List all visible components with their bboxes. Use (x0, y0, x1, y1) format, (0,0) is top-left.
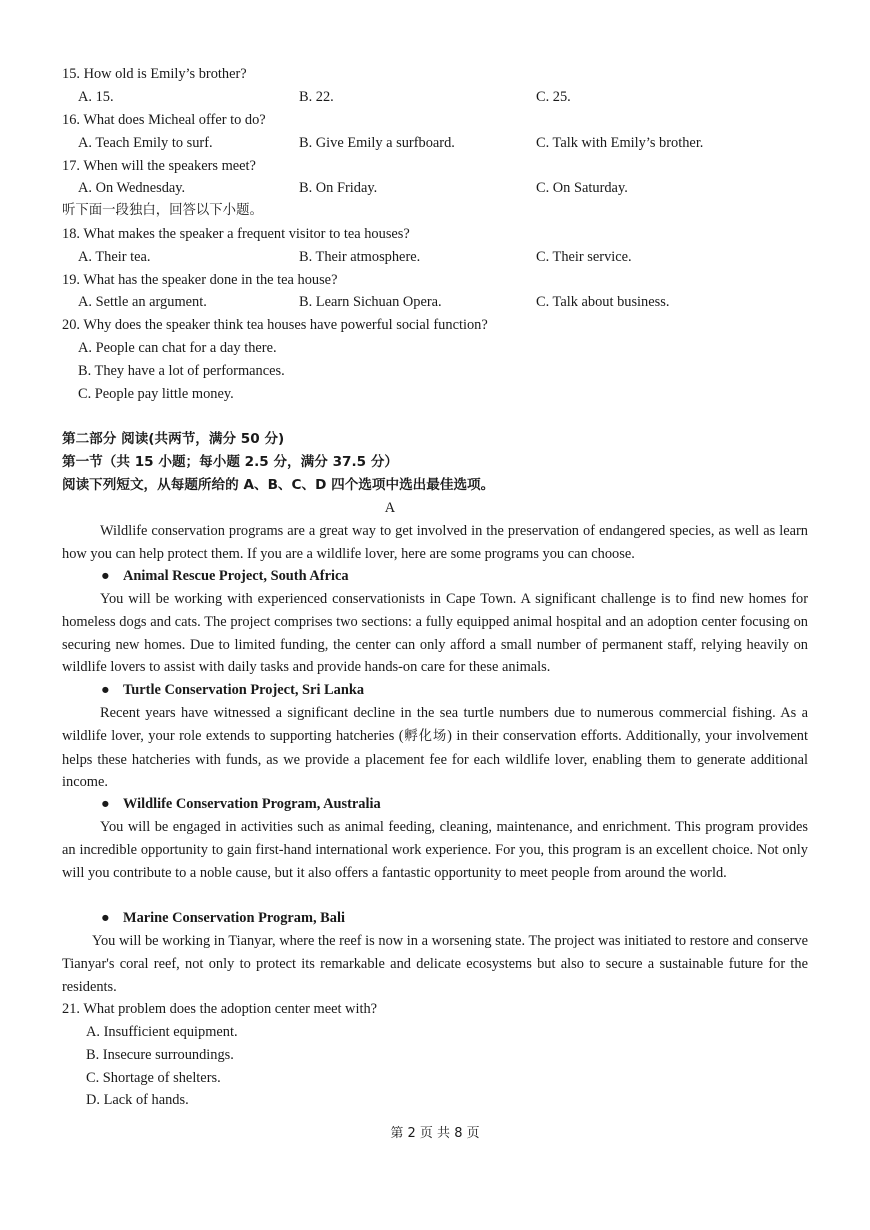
program-title: Wildlife Conservation Program, Australia (123, 796, 381, 812)
passage-intro: Wildlife conservation programs are a great way to get involved in the preservation of endangered species, as well as learn how you can help protect them. If you are a wildlife lover, here are some programs you can choose. (62, 523, 808, 562)
question-15-options (78, 86, 798, 109)
question-18-stem: 18. What makes the speaker a frequent visitor to tea houses? (62, 226, 410, 242)
question-21-stem: 21. What problem does the adoption center meet with? (62, 1001, 378, 1017)
gloss-hatcheries: 孵化场 (403, 728, 448, 744)
question-19-stem: 19. What has the speaker done in the tea house? (62, 272, 338, 288)
question-16-options (78, 132, 798, 155)
part2-instruction: 阅读下列短文，从每题所给的 A、B、C、D 四个选项中选出最佳选项。 (62, 477, 495, 493)
program-text-2 (62, 702, 808, 794)
question-21-option-a: A. Insufficient equipment. (86, 1024, 238, 1040)
bullet-icon: ● (101, 910, 110, 926)
option-c: C. 25. (536, 89, 571, 105)
program-text-1: You will be working with experienced conservationists in Cape Town. A significant challenge is to find new homes for homeless dogs and cats. The project comprises two sections: a fully equipped animal hospital and an adoption center focusing on securing new homes. Due to limited funding, the center can only afford a small number of permanent staff, relying heavily on wildlife lovers to assist with daily tasks and provide hands-on care for these animals. (62, 591, 808, 676)
question-15-stem: 15. How old is Emily’s brother? (62, 66, 247, 82)
option-c: C. Talk about business. (536, 294, 670, 310)
option-a: A. On Wednesday. (78, 180, 186, 196)
program-heading-3 (101, 793, 381, 816)
question-18-options (78, 246, 798, 269)
question-21-option-c: C. Shortage of shelters. (86, 1070, 221, 1086)
program-title: Turtle Conservation Project, Sri Lanka (123, 682, 365, 698)
question-16-stem: 16. What does Micheal offer to do? (62, 112, 266, 128)
program-heading-4 (101, 907, 345, 930)
option-a: A. Their tea. (78, 249, 151, 265)
question-20-stem: 20. Why does the speaker think tea houses have powerful social function? (62, 317, 488, 333)
question-20-option-a: A. People can chat for a day there. (78, 340, 277, 356)
question-17-options (78, 177, 798, 200)
option-b: B. On Friday. (299, 180, 378, 196)
question-17-stem: 17. When will the speakers meet? (62, 158, 256, 174)
option-a: A. Teach Emily to surf. (78, 135, 213, 151)
option-c: C. Talk with Emily’s brother. (536, 135, 704, 151)
question-20-option-c: C. People pay little money. (78, 386, 234, 402)
option-b: B. Give Emily a surfboard. (299, 135, 455, 151)
program-text-part: ) in their conservation efforts. Additionally, your involvement helps these hatcheries with funds, as we provide a placement fee for each wildlife lover, enabling them to generate additional income. (62, 727, 809, 791)
part2-section1: 第一节（共 15 小题；每小题 2.5 分，满分 37.5 分） (62, 454, 399, 470)
question-20-option-b: B. They have a lot of performances. (78, 363, 285, 379)
program-heading-1 (101, 565, 349, 588)
bullet-icon: ● (101, 682, 110, 698)
bullet-icon: ● (101, 568, 110, 584)
program-text-3: You will be engaged in activities such as animal feeding, cleaning, maintenance, and enrichment. This program provides an incredible opportunity to gain first-hand international work experience. For you, this program is an excellent choice. Not only will you contribute to a noble cause, but it also offers a fantastic opportunity to meet people from around the world. (62, 819, 808, 881)
option-c: C. Their service. (536, 249, 632, 265)
part2-title: 第二部分 阅读(共两节，满分 50 分) (62, 431, 285, 447)
option-a: A. Settle an argument. (78, 294, 207, 310)
program-title: Marine Conservation Program, Bali (123, 910, 345, 926)
program-title: Animal Rescue Project, South Africa (123, 568, 349, 584)
passage-label: A (384, 500, 396, 516)
option-a: A. 15. (78, 89, 114, 105)
question-19-options (78, 291, 798, 314)
option-c: C. On Saturday. (536, 180, 628, 196)
program-text-part: Recent years have witnessed a significant decline in the sea turtle numbers due to numerous commercial fishing. As a wildlife lover, your role extends to supporting hatcheries ( (62, 705, 808, 744)
option-b: B. 22. (299, 89, 334, 105)
monologue-instruction: 听下面一段独白，回答以下小题。 (62, 203, 263, 218)
question-21-option-b: B. Insecure surroundings. (86, 1047, 234, 1063)
option-b: B. Learn Sichuan Opera. (299, 294, 442, 310)
page-footer: 第 2 页 共 8 页 (390, 1126, 480, 1141)
bullet-icon: ● (101, 796, 110, 812)
program-text-4: You will be working in Tianyar, where the reef is now in a worsening state. The project was initiated to restore and conserve Tianyar's coral reef, not only to protect its remarkable and delicate ecosystems but also to secure a sustainable future for the residents. (62, 933, 808, 995)
question-21-option-d: D. Lack of hands. (86, 1092, 189, 1108)
program-heading-2 (101, 679, 364, 702)
option-b: B. Their atmosphere. (299, 249, 421, 265)
